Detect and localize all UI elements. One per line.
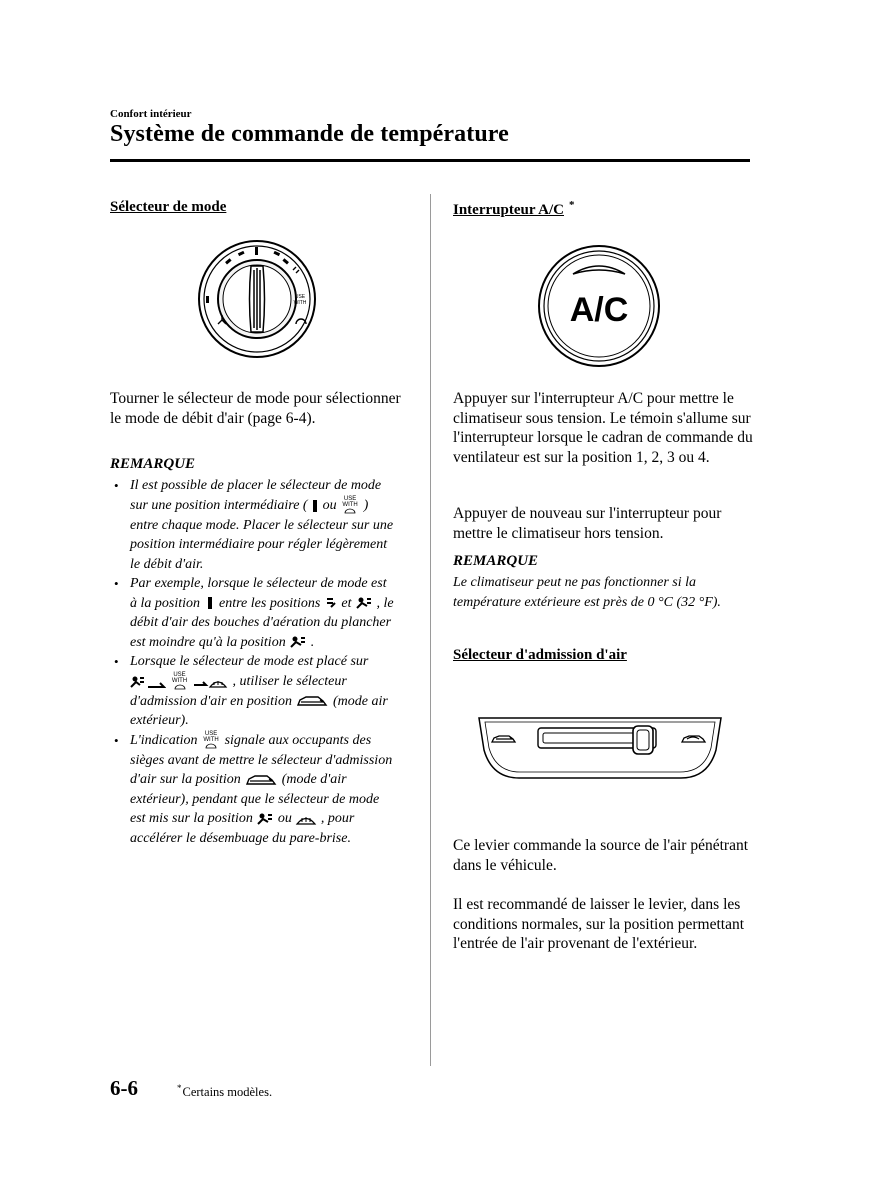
footnote-marker: *: [177, 1083, 182, 1093]
air-intake-paragraph-1: Ce levier commande la source de l'air pénétrant dans le véhicule.: [453, 837, 749, 874]
note-text: Par exemple, lorsque le sélecteur de mode est à la position: [130, 576, 387, 611]
air-intake-paragraph-2: Il est recommandé de laisser le levier, dans les conditions normales, sur la position permettant l'entrée de l'air provenant de l'extérieur.: [453, 896, 745, 952]
use-with-icon: USE WITH: [172, 672, 188, 692]
ac-paragraph-2: Appuyer de nouveau sur l'interrupteur pour mettre le climatiseur hors tension.: [453, 505, 722, 542]
outside-air-car-icon: [244, 773, 278, 787]
note-text: ) entre chaque mode. Placer le sélecteur sur une position intermédiaire pour régler légèrement le débit d'air.: [130, 497, 394, 572]
svg-text:USE: USE: [294, 294, 306, 300]
air-intake-lever-image: [476, 714, 724, 782]
right-remark-title: REMARQUE: [453, 553, 539, 569]
note-text: Lorsque le sélecteur de mode est placé sur: [130, 654, 369, 669]
position-mark-icon: [204, 596, 216, 610]
vent-bilevel-icon: [324, 596, 338, 610]
note-item: [112, 574, 397, 652]
note-text: , pour accélérer le désembuage du pare-brise.: [130, 811, 355, 846]
note-text: signale aux occupants des sièges avant de mettre le sélecteur d'admission d'air sur la position: [130, 732, 393, 787]
ac-button-image: [537, 244, 661, 368]
note-text: entre les positions: [219, 595, 321, 611]
note-text: L'indication: [130, 732, 198, 748]
air-intake-heading: Sélecteur d'admission d'air: [453, 647, 627, 663]
footnote: [177, 1083, 272, 1100]
note-item: [112, 652, 397, 731]
mode-dial-image: [196, 238, 318, 360]
note-text: , le débit d'air des bouches d'aération du plancher est moindre qu'à la position: [130, 595, 394, 650]
mode-selector-paragraph: Tourner le sélecteur de mode pour sélectionner le mode de débit d'air (page 6-4).: [110, 390, 401, 427]
note-text: ou: [322, 497, 337, 513]
use-with-icon: USE WITH: [203, 731, 219, 751]
mode-selector-heading: Sélecteur de mode: [110, 199, 227, 215]
svg-text:WITH: WITH: [293, 300, 307, 306]
footnote-text: Certains modèles.: [182, 1085, 273, 1099]
page-title: Système de commande de température: [110, 121, 509, 147]
position-mark-icon: [311, 499, 319, 513]
note-text: et: [341, 595, 352, 611]
vent-floor-icon: [130, 675, 166, 689]
outside-air-car-icon: [295, 694, 329, 708]
vent-floor-icon: [355, 596, 373, 610]
note-text: .: [310, 634, 315, 650]
ac-button-label: A/C: [569, 291, 629, 329]
note-text: (mode air extérieur).: [130, 693, 388, 728]
column-divider: [430, 194, 431, 1066]
ac-switch-heading-text: Interrupteur A/C: [453, 202, 564, 218]
note-item: [112, 731, 397, 849]
note-text: , utiliser le sélecteur d'admission d'air en position: [130, 673, 347, 709]
note-item: [112, 476, 397, 574]
vent-floor-icon: [256, 812, 274, 826]
defrost-icon: [295, 812, 317, 826]
right-remark-text: Le climatiseur peut ne pas fonctionner si la température extérieure est près de 0 °C (32 °F).: [453, 575, 721, 610]
footnote-marker: *: [568, 199, 575, 211]
left-notes-list: [112, 476, 397, 848]
note-text: (mode d'air extérieur), pendant que le sélecteur de mode est mis sur la position: [130, 772, 380, 826]
page-number: 6-6: [110, 1076, 138, 1100]
use-with-icon: USE WITH: [342, 496, 358, 516]
section-label: Confort intérieur: [110, 108, 192, 120]
title-rule: [110, 159, 750, 162]
vent-floor-icon: [289, 635, 307, 649]
defrost-icon: [193, 675, 229, 689]
ac-switch-heading: [453, 199, 574, 219]
note-text: Il est possible de placer le sélecteur de mode sur une position intermédiaire (: [130, 478, 382, 513]
left-remark-title: REMARQUE: [110, 456, 196, 472]
note-text: ou: [277, 811, 292, 826]
ac-paragraph-1: Appuyer sur l'interrupteur A/C pour mettre le climatiseur sous tension. Le témoin s'allume sur l'interrupteur lorsque le cadran de commande du ventilateur est sur la position 1, 2, 3 ou 4.: [453, 390, 753, 466]
